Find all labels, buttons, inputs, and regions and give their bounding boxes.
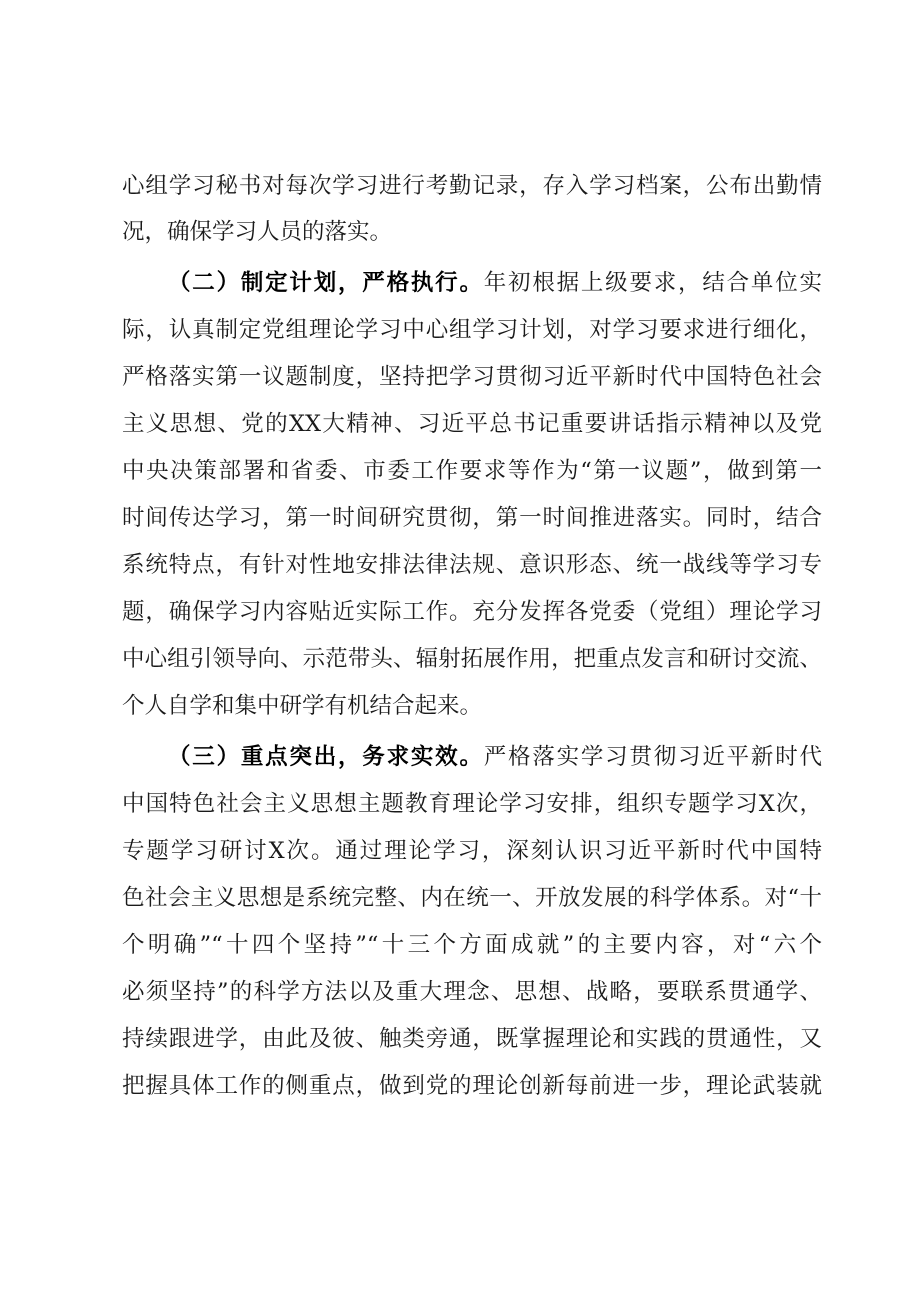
paragraph-1-line-1: 心组学习秘书对每次学习进行考勤记录，存入学习档案，公布出勤情 (122, 173, 822, 199)
paragraph-3-line-4: 色社会主义思想是系统完整、内在统一、开放发展的科学体系。对“十 (122, 885, 822, 911)
paragraph-2-line-8: 题，确保学习内容贴近实际工作。充分发挥各党委（党组）理论学习 (122, 599, 822, 625)
paragraph-3-line-8: 把握具体工作的侧重点，做到党的理论创新每前进一步，理论武装就 (122, 1073, 822, 1099)
paragraph-3-line-3: 专题学习研讨X次。通过理论学习，深刻认识习近平新时代中国特 (122, 838, 822, 864)
paragraph-3-line-2: 中国特色社会主义思想主题教育理论学习安排，组织专题学习X次， (122, 791, 822, 817)
paragraph-3-line-7: 持续跟进学，由此及彼、触类旁通，既掌握理论和实践的贯通性，又 (122, 1026, 822, 1052)
paragraph-2-first-line-text: 年初根据上级要求，结合单位实 (483, 270, 822, 296)
paragraph-3-first-line-text: 严格落实学习贯彻习近平新时代 (483, 744, 822, 770)
paragraph-2-line-4: 主义思想、党的XX大精神、习近平总书记重要讲话指示精神以及党 (122, 411, 822, 437)
paragraph-2-line-7: 系统特点，有针对性地安排法律法规、意识形态、统一战线等学习专 (122, 552, 822, 578)
paragraph-1-line-2: 况，确保学习人员的落实。 (122, 219, 393, 245)
section-heading-2: （二）制定计划，严格执行。 (168, 270, 484, 296)
paragraph-2-line-9: 中心组引领导向、示范带头、辐射拓展作用，把重点发言和研讨交流、 (122, 646, 822, 672)
paragraph-2-line-5: 中央决策部署和省委、市委工作要求等作为“第一议题”，做到第一 (122, 458, 822, 484)
paragraph-2-line-2: 际，认真制定党组理论学习中心组学习计划，对学习要求进行细化， (122, 317, 822, 343)
paragraph-3-line-5: 个明确”“十四个坚持”“十三个方面成就”的主要内容，对“六个 (122, 932, 822, 958)
section-heading-3: （三）重点突出，务求实效。 (168, 744, 484, 770)
paragraph-3-line-6: 必须坚持”的科学方法以及重大理念、思想、战略，要联系贯通学、 (122, 979, 822, 1005)
paragraph-2-line-10: 个人自学和集中研学有机结合起来。 (122, 693, 483, 719)
paragraph-2-first-line (168, 263, 822, 303)
paragraph-3-first-line (168, 737, 822, 777)
paragraph-2-line-3: 严格落实第一议题制度，坚持把学习贯彻习近平新时代中国特色社会 (122, 364, 822, 390)
paragraph-2-line-6: 时间传达学习，第一时间研究贯彻，第一时间推进落实。同时，结合 (122, 505, 822, 531)
